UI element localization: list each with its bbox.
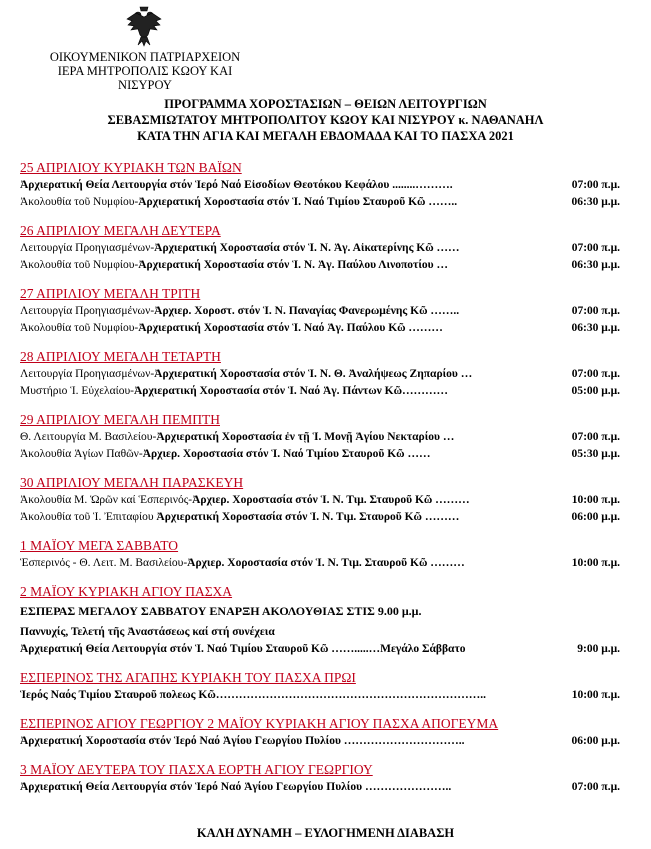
service-text: Ἀρχιερ. Χοροστασία στόν Ἱ. Ν. Τιμ. Σταυροῦ Κῶ ……… bbox=[187, 557, 465, 569]
metropolis-name: ΙΕΡΑ ΜΗΤΡΟΠΟΛΙΣ ΚΩΟΥ ΚΑΙ ΝΙΣΥΡΟΥ bbox=[57, 64, 233, 92]
service-time: 07:00 π.μ. bbox=[571, 781, 620, 793]
service-text: Ἀρχιερατική Χοροστασία στόν Ἱ. Ν. Τιμ. Σταυροῦ Κῶ ……… bbox=[156, 511, 460, 523]
schedule-row bbox=[20, 195, 620, 210]
service-time: 07:00 π.μ. bbox=[571, 305, 620, 317]
service-text: Ἀρχιερατική Χοροστασία στόν Ἱ. Ναό Ἁγ. Πάντων Κῶ………… bbox=[134, 385, 448, 397]
service-prefix: Ἀκολουθία τοῦ Ἱ. Ἐπιταφίου bbox=[20, 511, 157, 523]
section-heading: 3 ΜΑΪΟΥ ΔΕΥΤΕΡΑ ΤΟΥ ΠΑΣΧΑ ΕΟΡΤΗ ΑΓΙΟΥ ΓΕΩΡΓΙΟΥ bbox=[20, 762, 373, 777]
title-line-3: ΚΑΤΑ ΤΗΝ ΑΓΙΑ ΚΑΙ ΜΕΓΑΛΗ ΕΒΔΟΜΑΔΑ ΚΑΙ ΤΟ ΠΑΣΧΑ 2021 bbox=[137, 129, 514, 143]
service-prefix: Ἀκολουθία Ἁγίων Παθῶν- bbox=[20, 448, 143, 460]
service-time: 07:00 π.μ. bbox=[571, 242, 620, 254]
schedule-row bbox=[20, 780, 620, 795]
schedule-row bbox=[20, 430, 620, 445]
section-heading: 2 ΜΑΪΟΥ ΚΥΡΙΑΚΗ ΑΓΙΟΥ ΠΑΣΧΑ bbox=[20, 584, 233, 599]
service-time: 06:00 μ.μ. bbox=[571, 735, 620, 747]
schedule-row bbox=[20, 178, 620, 193]
service-text: Ἀρχιερατική Θεία Λειτουργία στόν Ἱ. Ναό Τιμίου Σταυροῦ Κῶ …….....…Μεγάλο Σάββατο bbox=[20, 643, 466, 655]
service-text: Ἀρχιερ. Χοροστασία στόν Ἱ. Ναό Τιμίου Σταυροῦ Κῶ …… bbox=[142, 448, 431, 460]
service-text: Ἀρχιερατική Χοροστασία στόν Ἱ. Ναό Ἁγ. Παύλου Κῶ ……… bbox=[138, 322, 443, 334]
service-time: 06:30 μ.μ. bbox=[571, 259, 620, 271]
schedule-row bbox=[20, 304, 620, 319]
service-time: 05:30 μ.μ. bbox=[571, 448, 620, 460]
service-prefix: Λειτουργία Προηγιασμένων- bbox=[20, 368, 155, 380]
organization-header bbox=[40, 50, 250, 92]
service-time: 06:30 μ.μ. bbox=[571, 196, 620, 208]
section-heading: 25 ΑΠΡΙΛΙΟΥ ΚΥΡΙΑΚΗ ΤΩΝ ΒΑΪΩΝ bbox=[20, 160, 242, 175]
double-headed-eagle-emblem bbox=[126, 5, 162, 47]
patriarchate-name: ΟΙΚΟΥΜΕΝΙΚΟΝ ΠΑΤΡΙΑΡΧΕΙΟΝ bbox=[49, 50, 241, 64]
closing-blessing: ΚΑΛΗ ΔΥΝΑΜΗ – ΕΥΛΟΓΗΜΕΝΗ ΔΙΑΒΑΣΗ bbox=[196, 826, 455, 840]
schedule-row bbox=[20, 447, 620, 462]
service-prefix: Ἀκολουθία τοῦ Νυμφίου- bbox=[20, 196, 139, 208]
schedule-row bbox=[20, 241, 620, 256]
section-heading: 29 ΑΠΡΙΛΙΟΥ ΜΕΓΑΛΗ ΠΕΜΠΤΗ bbox=[20, 412, 220, 427]
schedule-row bbox=[20, 384, 620, 399]
service-text: Ἱερός Ναός Τιμίου Σταυροῦ πολεως Κῶ…………………………………………………………….. bbox=[20, 689, 487, 701]
service-prefix: Λειτουργία Προηγιασμένων- bbox=[20, 242, 155, 254]
service-prefix: Μυστήριο Ἱ. Εὐχελαίου- bbox=[20, 385, 134, 397]
schedule-row bbox=[20, 367, 620, 382]
service-prefix: Ἀκολουθία τοῦ Νυμφίου- bbox=[20, 259, 139, 271]
service-text: Ἀρχιερατική Χοροστασία ἐν τῇ Ἱ. Μονῇ Ἁγίου Νεκταρίου … bbox=[156, 431, 455, 443]
section-heading: 27 ΑΠΡΙΛΙΟΥ ΜΕΓΑΛΗ ΤΡΙΤΗ bbox=[20, 286, 201, 301]
schedule-row bbox=[20, 642, 620, 657]
service-text: Ἀρχιερατική Χοροστασία στόν Ἱερό Ναό Ἁγίου Γεωργίου Πυλίου ………………………….. bbox=[20, 735, 465, 747]
document-title bbox=[0, 96, 651, 144]
title-line-2: ΣΕΒΑΣΜΙΩΤΑΤΟΥ ΜΗΤΡΟΠΟΛΙΤΟΥ ΚΩΟΥ ΚΑΙ ΝΙΣΥΡΟΥ κ. ΝΑΘΑΝΑΗΛ bbox=[107, 113, 544, 127]
schedule-row bbox=[20, 258, 620, 273]
service-text: Ἀρχιερατική Θεία Λειτουργία στόν Ἱερό Ναό Εἰσοδίων Θεοτόκου Κεφάλου ........………. bbox=[20, 179, 453, 191]
service-prefix: Λειτουργία Προηγιασμένων- bbox=[20, 305, 155, 317]
easter-notice: ΕΣΠΕΡΑΣ ΜΕΓΑΛΟΥ ΣΑΒΒΑΤΟΥ ΕΝΑΡΞΗ ΑΚΟΛΟΥΘΙΑΣ ΣΤΙΣ 9.00 μ.μ. bbox=[20, 604, 422, 618]
schedule-row bbox=[20, 688, 620, 703]
service-time: 07:00 π.μ. bbox=[571, 431, 620, 443]
service-prefix: Ἀκολουθία τοῦ Νυμφίου- bbox=[20, 322, 139, 334]
section-heading: ΕΣΠΕΡΙΝΟΣ ΑΓΙΟΥ ΓΕΩΡΓΙΟΥ 2 ΜΑΪΟΥ ΚΥΡΙΑΚΗ ΑΓΙΟΥ ΠΑΣΧΑ ΑΠΟΓΕΥΜΑ bbox=[20, 716, 499, 731]
service-prefix: Ἑσπερινός - Θ. Λειτ. Μ. Βασιλείου- bbox=[20, 557, 188, 569]
service-text: Ἀρχιερατική Χοροστασία στόν Ἱ. Ν. Ἁγ. Παύλου Λινοποτίου … bbox=[138, 259, 448, 271]
title-line-1: ΠΡΟΓΡΑΜΜΑ ΧΟΡΟΣΤΑΣΙΩΝ – ΘΕΙΩΝ ΛΕΙΤΟΥΡΓΙΩΝ bbox=[164, 97, 487, 111]
section-heading: 26 ΑΠΡΙΛΙΟΥ ΜΕΓΑΛΗ ΔΕΥΤΕΡΑ bbox=[20, 223, 221, 238]
schedule-row bbox=[20, 556, 620, 571]
section-heading: 1 ΜΑΪΟΥ ΜΕΓΑ ΣΑΒΒΑΤΟ bbox=[20, 538, 179, 553]
service-time: 07:00 π.μ. bbox=[571, 368, 620, 380]
service-time: 10:00 π.μ. bbox=[571, 494, 620, 506]
service-time: 05:00 μ.μ. bbox=[571, 385, 620, 397]
section-heading: ΕΣΠΕΡΙΝΟΣ ΤΗΣ ΑΓΑΠΗΣ ΚΥΡΙΑΚΗ ΤΟΥ ΠΑΣΧΑ ΠΡΩΙ bbox=[20, 670, 356, 685]
service-time: 10:00 π.μ. bbox=[571, 557, 620, 569]
service-time: 9:00 μ.μ. bbox=[577, 643, 620, 655]
easter-notice-2: Παννυχίς, Τελετή τῆς Ἀναστάσεως καί στή συνέχεια bbox=[20, 626, 275, 638]
schedule-row bbox=[20, 493, 620, 508]
service-prefix: Ἀκολουθία Μ. Ὡρῶν καί Ἑσπερινός- bbox=[20, 494, 193, 506]
service-time: 06:30 μ.μ. bbox=[571, 322, 620, 334]
service-text: Ἀρχιερατική Θεία Λειτουργία στόν Ἱερό Ναό Ἁγίου Γεωργίου Πυλίου ………………….. bbox=[20, 781, 452, 793]
service-time: 06:00 μ.μ. bbox=[571, 511, 620, 523]
service-time: 07:00 π.μ. bbox=[571, 179, 620, 191]
service-text: Ἀρχιερατική Χοροστασία στόν Ἱ. Ν. Ἁγ. Αἰκατερίνης Κῶ …… bbox=[154, 242, 460, 254]
service-text: Ἀρχιερατική Χοροστασία στόν Ἱ. Ν. Θ. Ἀναλήψεως Ζηπαρίου … bbox=[154, 368, 473, 380]
schedule-row bbox=[20, 510, 620, 525]
service-text: Ἀρχιερ. Χοροστ. στόν Ἱ. Ν. Παναγίας Φανερωμένης Κῶ …….. bbox=[154, 305, 460, 317]
service-text: Ἀρχιερατική Χοροστασία στόν Ἱ. Ναό Τιμίου Σταυροῦ Κῶ …….. bbox=[138, 196, 458, 208]
section-heading: 28 ΑΠΡΙΛΙΟΥ ΜΕΓΑΛΗ ΤΕΤΑΡΤΗ bbox=[20, 349, 221, 364]
schedule-row bbox=[20, 321, 620, 336]
service-time: 10:00 π.μ. bbox=[571, 689, 620, 701]
service-prefix: Θ. Λειτουργία Μ. Βασιλείου- bbox=[20, 431, 157, 443]
schedule-row bbox=[20, 734, 620, 749]
service-text: Ἀρχιερ. Χοροστασία στόν Ἱ. Ν. Τιμ. Σταυροῦ Κῶ ……… bbox=[192, 494, 470, 506]
section-heading: 30 ΑΠΡΙΛΙΟΥ ΜΕΓΑΛΗ ΠΑΡΑΣΚΕΥΗ bbox=[20, 475, 244, 490]
schedule bbox=[20, 155, 620, 795]
